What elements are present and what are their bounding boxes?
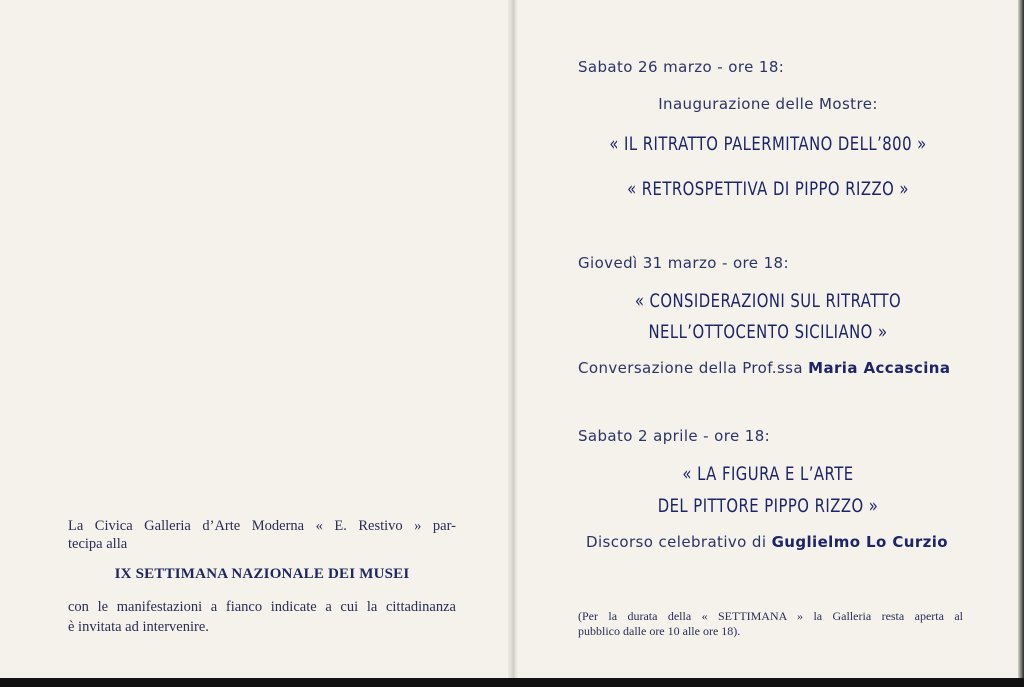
closing-text-line2: è invitata ad intervenire. bbox=[68, 619, 209, 635]
event3-title-line2: DEL PITTORE PIPPO RIZZO » bbox=[657, 495, 879, 517]
fold-crease bbox=[508, 0, 518, 678]
scan-edge-right bbox=[1018, 0, 1024, 678]
event3-date: Sabato 2 aprile - ore 18: bbox=[578, 427, 771, 445]
event1-title-line1: « IL RITRATTO PALERMITANO DELL’800 » bbox=[609, 133, 927, 155]
opening-hours-note bbox=[578, 609, 963, 639]
event3-speaker bbox=[586, 533, 948, 551]
intro-text-line1: La Civica Galleria d’Arte Moderna « E. Restivo » par- bbox=[68, 518, 456, 534]
event3-speaker-name: Guglielmo Lo Curzio bbox=[771, 533, 949, 551]
closing-text-line1: con le manifestazioni a fianco indicate a cui la cittadinanza bbox=[68, 599, 456, 615]
event2-title-line1: « CONSIDERAZIONI SUL RITRATTO bbox=[634, 290, 902, 312]
event3-title-line1: « LA FIGURA E L’ARTE bbox=[682, 463, 854, 485]
note-line1: (Per la durata della « SETTIMANA » la Galleria resta aperta al bbox=[578, 609, 963, 623]
week-title: IX SETTIMANA NAZIONALE DEI MUSEI bbox=[114, 566, 410, 582]
note-line2: pubblico dalle ore 10 alle ore 18). bbox=[578, 624, 741, 638]
event1-date: Sabato 26 marzo - ore 18: bbox=[578, 58, 785, 76]
event2-title-line2: NELL’OTTOCENTO SICILIANO » bbox=[648, 321, 888, 343]
event2-date: Giovedì 31 marzo - ore 18: bbox=[578, 254, 789, 272]
event3-speaker-prefix: Discorso celebrativo di bbox=[586, 533, 767, 551]
closing-text bbox=[68, 597, 456, 637]
intro-text-line2: tecipa alla bbox=[68, 536, 128, 552]
event1-subtitle: Inaugurazione delle Mostre: bbox=[658, 95, 878, 113]
right-panel bbox=[518, 0, 1018, 678]
event2-speaker bbox=[578, 359, 950, 377]
event2-speaker-name: Maria Accascina bbox=[808, 359, 951, 377]
event1-title-line2: « RETROSPETTIVA DI PIPPO RIZZO » bbox=[627, 178, 909, 200]
scan-edge-bottom bbox=[0, 678, 1024, 687]
left-panel bbox=[0, 0, 508, 678]
event2-speaker-prefix: Conversazione della Prof.ssa bbox=[578, 359, 803, 377]
